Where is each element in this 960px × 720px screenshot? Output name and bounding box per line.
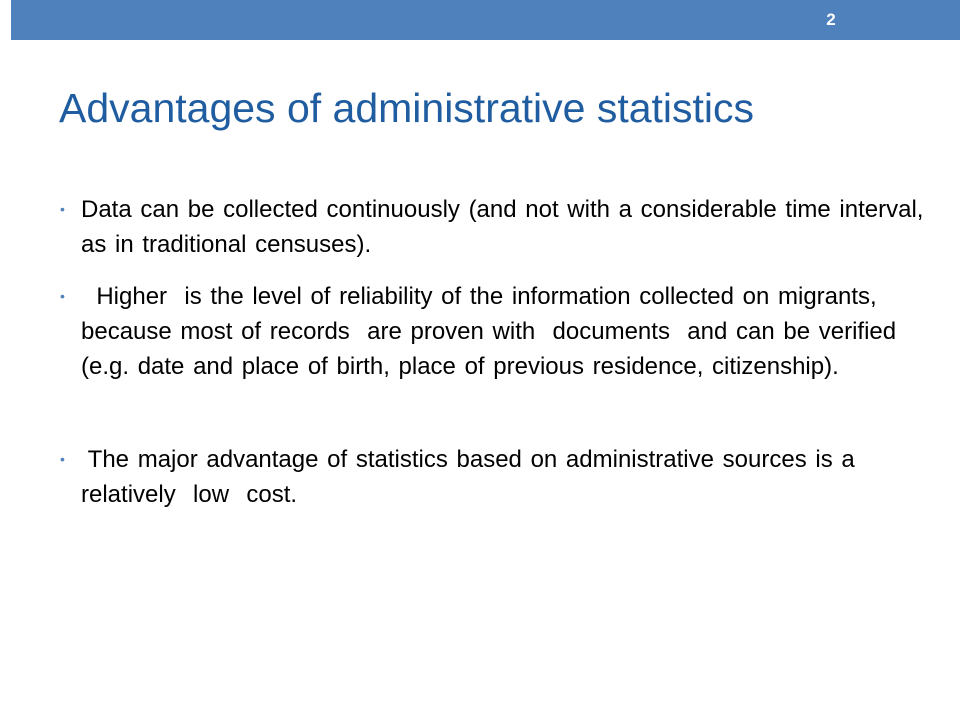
bullet-dot-icon: • <box>60 451 65 467</box>
bullet-text: Higher is the level of reliability of the information collected on migrants, because most of records are proven with documents and can be verified (e.g. date and place of birth, place of previous residence, citizenship). <box>81 283 905 380</box>
slide-title: Advantages of administrative statistics <box>59 85 755 131</box>
bullet-dot-icon: • <box>60 201 65 217</box>
bullet-item <box>60 279 930 384</box>
bullet-list <box>60 192 933 512</box>
bullet-item <box>60 192 933 262</box>
header-bar <box>11 0 960 40</box>
bullet-text: Data can be collected continuously (and not with a considerable time interval, as in traditional censuses). <box>81 196 933 258</box>
slide-number: 2 <box>826 10 836 29</box>
bullet-dot-icon: • <box>60 288 65 304</box>
bullet-item <box>60 442 930 512</box>
bullet-text: The major advantage of statistics based on administrative sources is a relatively low cost. <box>81 446 864 508</box>
